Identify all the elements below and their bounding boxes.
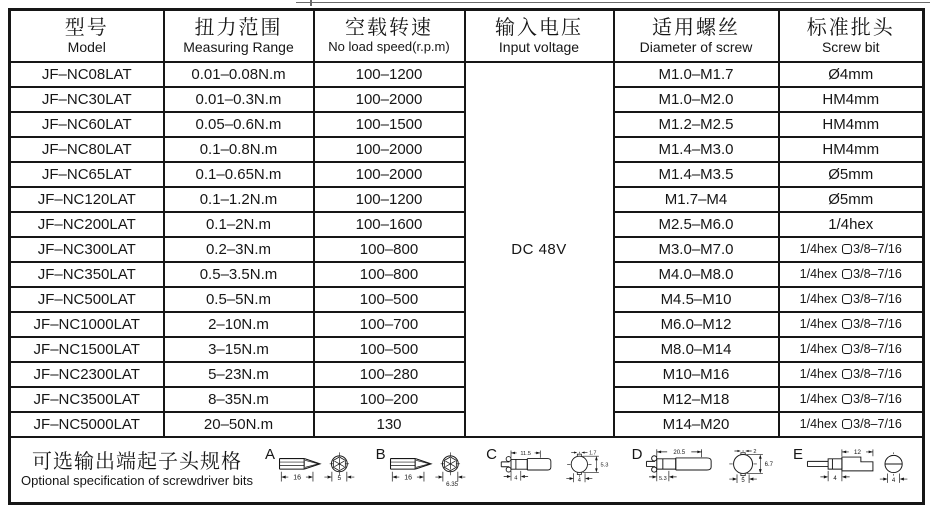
bit-hex-label: 1/4hex <box>799 416 838 431</box>
bit-cell <box>779 337 924 362</box>
col-header-range-zh: 扭力范围 <box>194 16 283 39</box>
slotted-bit-drawing-icon <box>804 445 916 495</box>
col-header-voltage-zh: 输入电压 <box>495 16 583 39</box>
scan-artifact-tick <box>310 0 312 6</box>
screw-cell: M14–M20 <box>614 412 779 437</box>
range-cell: 0.1–0.65N.m <box>164 162 314 187</box>
dim-width: 6.35 <box>445 480 458 488</box>
bit-square-label: 3/8–7/16 <box>853 241 902 256</box>
speed-cell: 100–1200 <box>314 187 465 212</box>
bit-cell: Ø4mm <box>779 62 924 87</box>
footer-row <box>10 437 924 504</box>
bit-cell <box>779 312 924 337</box>
bit-square-label: 3/8–7/16 <box>853 391 902 406</box>
bit-square-label: 3/8–7/16 <box>853 416 902 431</box>
screw-cell: M1.0–M2.0 <box>614 87 779 112</box>
model-cell: JF–NC3500LAT <box>10 387 164 412</box>
screw-cell: M3.0–M7.0 <box>614 237 779 262</box>
bit-cell <box>779 387 924 412</box>
col-header-speed-zh: 空载转速 <box>345 17 433 40</box>
hex-bit-drawing-icon <box>387 445 475 495</box>
screw-cell: M4.0–M8.0 <box>614 262 779 287</box>
range-cell: 0.5–3.5N.m <box>164 262 314 287</box>
bit-square-label: 3/8–7/16 <box>853 341 902 356</box>
screw-cell: M4.5–M10 <box>614 287 779 312</box>
dim-cs: 4 <box>891 478 896 485</box>
speed-cell: 100–1200 <box>314 62 465 87</box>
col-header-bit <box>779 10 924 63</box>
square-drive-icon <box>842 419 852 429</box>
bit-cell <box>779 262 924 287</box>
range-cell: 0.5–5N.m <box>164 287 314 312</box>
screw-cell: M12–M18 <box>614 387 779 412</box>
col-header-screw-zh: 适用螺丝 <box>652 16 740 39</box>
bit-diagram-c <box>486 445 620 495</box>
speed-cell: 100–2000 <box>314 137 465 162</box>
shank-drawing-icon <box>643 445 781 495</box>
screw-cell: M8.0–M14 <box>614 337 779 362</box>
col-header-model <box>10 10 164 63</box>
range-cell: 3–15N.m <box>164 337 314 362</box>
bit-diagram-d <box>632 445 782 495</box>
bit-cell <box>779 412 924 437</box>
bit-cell <box>779 237 924 262</box>
shank-drawing-icon <box>498 445 620 495</box>
range-cell: 5–23N.m <box>164 362 314 387</box>
bit-cell: HM4mm <box>779 137 924 162</box>
dim-bottom: 4 <box>833 475 837 482</box>
screw-cell: M1.4–M3.0 <box>614 137 779 162</box>
model-cell: JF–NC300LAT <box>10 237 164 262</box>
table-row <box>10 62 924 87</box>
header-row <box>10 10 924 63</box>
square-drive-icon <box>842 394 852 404</box>
bit-cell: HM4mm <box>779 87 924 112</box>
col-header-range-en: Measuring Range <box>183 38 294 55</box>
col-header-voltage-en: Input voltage <box>498 38 580 55</box>
screw-cell: M1.2–M2.5 <box>614 112 779 137</box>
bit-square-label: 3/8–7/16 <box>853 266 902 281</box>
voltage-cell: DC 48V <box>465 62 614 437</box>
col-header-speed-en: No load speed(r.p.m) <box>328 39 450 55</box>
bit-diagram-e-label: E <box>792 446 803 463</box>
model-cell: JF–NC350LAT <box>10 262 164 287</box>
bit-diagram-b-label: B <box>375 446 386 463</box>
range-cell: 0.1–1.2N.m <box>164 187 314 212</box>
speed-cell: 100–2000 <box>314 162 465 187</box>
model-cell: JF–NC1000LAT <box>10 312 164 337</box>
dim-bottom: 5.3 <box>659 475 668 482</box>
bit-diagram-a-label: A <box>265 446 276 463</box>
col-header-bit-en: Screw bit <box>821 38 880 55</box>
spec-table <box>8 8 925 505</box>
model-cell: JF–NC5000LAT <box>10 412 164 437</box>
dim-height: 6.7 <box>765 462 774 469</box>
dim-height: 5.3 <box>600 462 609 469</box>
speed-cell: 100–500 <box>314 337 465 362</box>
model-cell: JF–NC80LAT <box>10 137 164 162</box>
bit-hex-label: 1/4hex <box>799 341 838 356</box>
screw-cell: M1.4–M3.5 <box>614 162 779 187</box>
bit-cell <box>779 362 924 387</box>
optional-bits-cell <box>10 437 924 504</box>
col-header-bit-zh: 标准批头 <box>806 16 895 39</box>
bit-cell: HM4mm <box>779 112 924 137</box>
range-cell: 2–10N.m <box>164 312 314 337</box>
bit-diagram-e <box>793 445 916 495</box>
speed-cell: 100–1500 <box>314 112 465 137</box>
dim-width: 5 <box>337 475 342 483</box>
bit-diagram-d-label: D <box>631 446 643 463</box>
square-drive-icon <box>842 269 852 279</box>
screw-cell: M10–M16 <box>614 362 779 387</box>
range-cell: 0.05–0.6N.m <box>164 112 314 137</box>
dim-bottom: 4 <box>514 475 518 482</box>
optional-bits-title-zh: 可选输出端起子头规格 <box>32 451 242 474</box>
col-header-screw <box>614 10 779 63</box>
model-cell: JF–NC08LAT <box>10 62 164 87</box>
square-drive-icon <box>842 244 852 254</box>
speed-cell: 130 <box>314 412 465 437</box>
bit-square-label: 3/8–7/16 <box>853 316 902 331</box>
speed-cell: 100–800 <box>314 262 465 287</box>
speed-cell: 100–200 <box>314 387 465 412</box>
bit-hex-label: 1/4hex <box>799 316 838 331</box>
screw-cell: M2.5–M6.0 <box>614 212 779 237</box>
bit-diagram-c-label: C <box>486 446 497 463</box>
col-header-model-en: Model <box>67 38 106 55</box>
model-cell: JF–NC2300LAT <box>10 362 164 387</box>
dim-notch: 2 <box>753 449 757 456</box>
col-header-speed <box>314 10 465 63</box>
model-cell: JF–NC500LAT <box>10 287 164 312</box>
square-drive-icon <box>842 294 852 304</box>
bit-hex-label: 1/4hex <box>799 266 838 281</box>
range-cell: 20–50N.m <box>164 412 314 437</box>
model-cell: JF–NC1500LAT <box>10 337 164 362</box>
bit-square-label: 3/8–7/16 <box>853 291 902 306</box>
square-drive-icon <box>842 344 852 354</box>
bit-diagram-b <box>376 445 475 495</box>
bit-hex-label: 1/4hex <box>799 391 838 406</box>
square-drive-icon <box>842 369 852 379</box>
col-header-voltage <box>465 10 614 63</box>
bit-hex-label: 1/4hex <box>799 241 838 256</box>
speed-cell: 100–800 <box>314 237 465 262</box>
col-header-screw-en: Diameter of screw <box>639 38 753 55</box>
model-cell: JF–NC60LAT <box>10 112 164 137</box>
dim-cs: 4 <box>577 477 581 484</box>
bit-square-label: 3/8–7/16 <box>853 366 902 381</box>
bit-diagram-a <box>265 445 364 495</box>
bit-diagrams <box>263 445 922 495</box>
screw-cell: M6.0–M12 <box>614 312 779 337</box>
bit-hex-label: 1/4hex <box>799 366 838 381</box>
range-cell: 0.2–3N.m <box>164 237 314 262</box>
screw-cell: M1.7–M4 <box>614 187 779 212</box>
model-cell: JF–NC120LAT <box>10 187 164 212</box>
speed-cell: 100–500 <box>314 287 465 312</box>
optional-bits-title-en: Optional specification of screwdriver bits <box>21 473 253 489</box>
bit-hex-label: 1/4hex <box>799 291 838 306</box>
dim-length: 16 <box>403 474 412 482</box>
range-cell: 0.1–2N.m <box>164 212 314 237</box>
speed-cell: 100–700 <box>314 312 465 337</box>
speed-cell: 100–2000 <box>314 87 465 112</box>
range-cell: 8–35N.m <box>164 387 314 412</box>
screw-cell: M1.0–M1.7 <box>614 62 779 87</box>
dim-top: 12 <box>853 449 861 457</box>
col-header-range <box>164 10 314 63</box>
dim-cs: 5 <box>741 478 746 485</box>
col-header-model-zh: 型号 <box>64 16 109 39</box>
model-cell: JF–NC200LAT <box>10 212 164 237</box>
dim-notch: 1.7 <box>589 450 597 457</box>
bit-cell <box>779 287 924 312</box>
bit-cell: 1/4hex <box>779 212 924 237</box>
hex-bit-drawing-icon <box>276 445 364 495</box>
bit-cell: Ø5mm <box>779 162 924 187</box>
dim-top: 11.5 <box>520 450 531 457</box>
dim-top: 20.5 <box>673 450 686 457</box>
dim-length: 16 <box>293 474 302 482</box>
scan-artifact-line <box>296 2 930 3</box>
model-cell: JF–NC30LAT <box>10 87 164 112</box>
range-cell: 0.01–0.3N.m <box>164 87 314 112</box>
model-cell: JF–NC65LAT <box>10 162 164 187</box>
square-drive-icon <box>842 319 852 329</box>
optional-bits-caption <box>11 452 263 488</box>
speed-cell: 100–280 <box>314 362 465 387</box>
range-cell: 0.01–0.08N.m <box>164 62 314 87</box>
speed-cell: 100–1600 <box>314 212 465 237</box>
range-cell: 0.1–0.8N.m <box>164 137 314 162</box>
bit-cell: Ø5mm <box>779 187 924 212</box>
